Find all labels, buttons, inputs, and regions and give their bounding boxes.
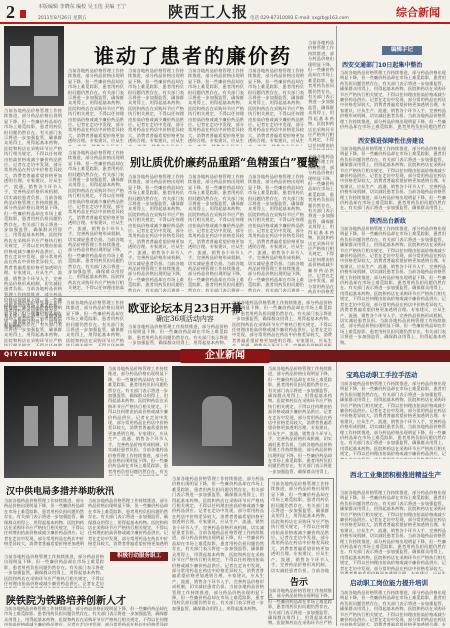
column-rule <box>336 26 337 626</box>
announcement-body <box>268 588 332 626</box>
section-band-label: QIYEXINWEN <box>4 351 58 358</box>
contact-line: 电话 029-87310093 E-mail: sxgrb@163.com <box>250 16 349 21</box>
lead-body-col4 <box>248 68 304 146</box>
lead-photo <box>4 26 64 106</box>
feature-body-col0 <box>68 150 124 292</box>
announcement-body <box>271 481 329 573</box>
right-item-headline: 西安交通部门10日起集中整治 <box>342 62 423 69</box>
divider <box>4 296 334 297</box>
lead-headline: 谁动了患者的廉价药 <box>94 44 292 68</box>
page-number-marker <box>20 10 26 18</box>
right-item-headline: 西北工业集团积极推进精益生产 <box>350 471 441 479</box>
company-photo-1 <box>4 366 104 478</box>
lead-body-col1 <box>68 68 124 146</box>
company-caption-2 <box>268 366 332 474</box>
forum-headline: 欧亚论坛本月23日开幕 <box>128 302 243 315</box>
company-body <box>4 606 168 626</box>
section-name: 综合新闻 <box>396 6 440 19</box>
company-headline: 汉中供电局多措并举助秋汛 <box>6 487 115 497</box>
right-item-body <box>340 490 446 574</box>
company-tag: 积极行动服务职工 <box>110 552 168 561</box>
right-item-headline: 启动职工岗位能力提升培训 <box>350 579 428 587</box>
company-body <box>4 554 104 588</box>
right-column-tag: 编辑手记 <box>382 46 422 55</box>
company-body <box>4 498 84 548</box>
forum-body-col2 <box>66 300 124 346</box>
forum-body-col3 <box>128 324 228 346</box>
page-number: 2 <box>6 2 15 22</box>
announcement-title: 告示 <box>290 578 309 588</box>
lead-body-col3 <box>188 68 244 146</box>
date-line: 2011年8月26日 星期五 <box>38 16 87 21</box>
right-item-body <box>340 146 446 212</box>
edition-info: 本版编辑 李晓东 编校 吴玉莲 美编 王宁 <box>38 4 126 10</box>
forum-subhead: 确定36项活动内容 <box>156 315 214 323</box>
feature-headline: 别让质优价廉药品重蹈“鱼精蛋白”覆辙 <box>130 156 319 169</box>
lead-body-col5 <box>308 40 334 150</box>
right-item-headline: 陕西出台新政 <box>370 218 407 225</box>
right-item-body <box>340 226 446 346</box>
forum-body-col1 <box>4 300 62 346</box>
company-body <box>172 476 264 626</box>
right-item-headline: 宝鸡启动职工手拉手活动 <box>346 371 418 379</box>
forum-body-col4 <box>232 300 332 346</box>
feature-body-col4 <box>308 154 334 294</box>
newspaper-masthead: 陕西工人报 <box>168 3 249 21</box>
company-caption-1 <box>108 366 168 476</box>
feature-body-col1 <box>128 174 184 292</box>
right-item-headline: 西安推进保障性住房建设 <box>358 138 425 145</box>
company-headline: 陕铁院为铁路培养创新人才 <box>6 596 126 607</box>
right-item-body <box>340 70 446 130</box>
right-item-body <box>340 381 446 459</box>
lead-body-col2 <box>128 68 184 146</box>
feature-body-col3 <box>248 174 304 292</box>
company-body <box>88 498 168 548</box>
right-item-body <box>340 590 446 626</box>
section-band-title: 企业新闻 <box>180 349 270 363</box>
company-photo-2 <box>172 366 264 466</box>
feature-body-col2 <box>188 174 244 292</box>
